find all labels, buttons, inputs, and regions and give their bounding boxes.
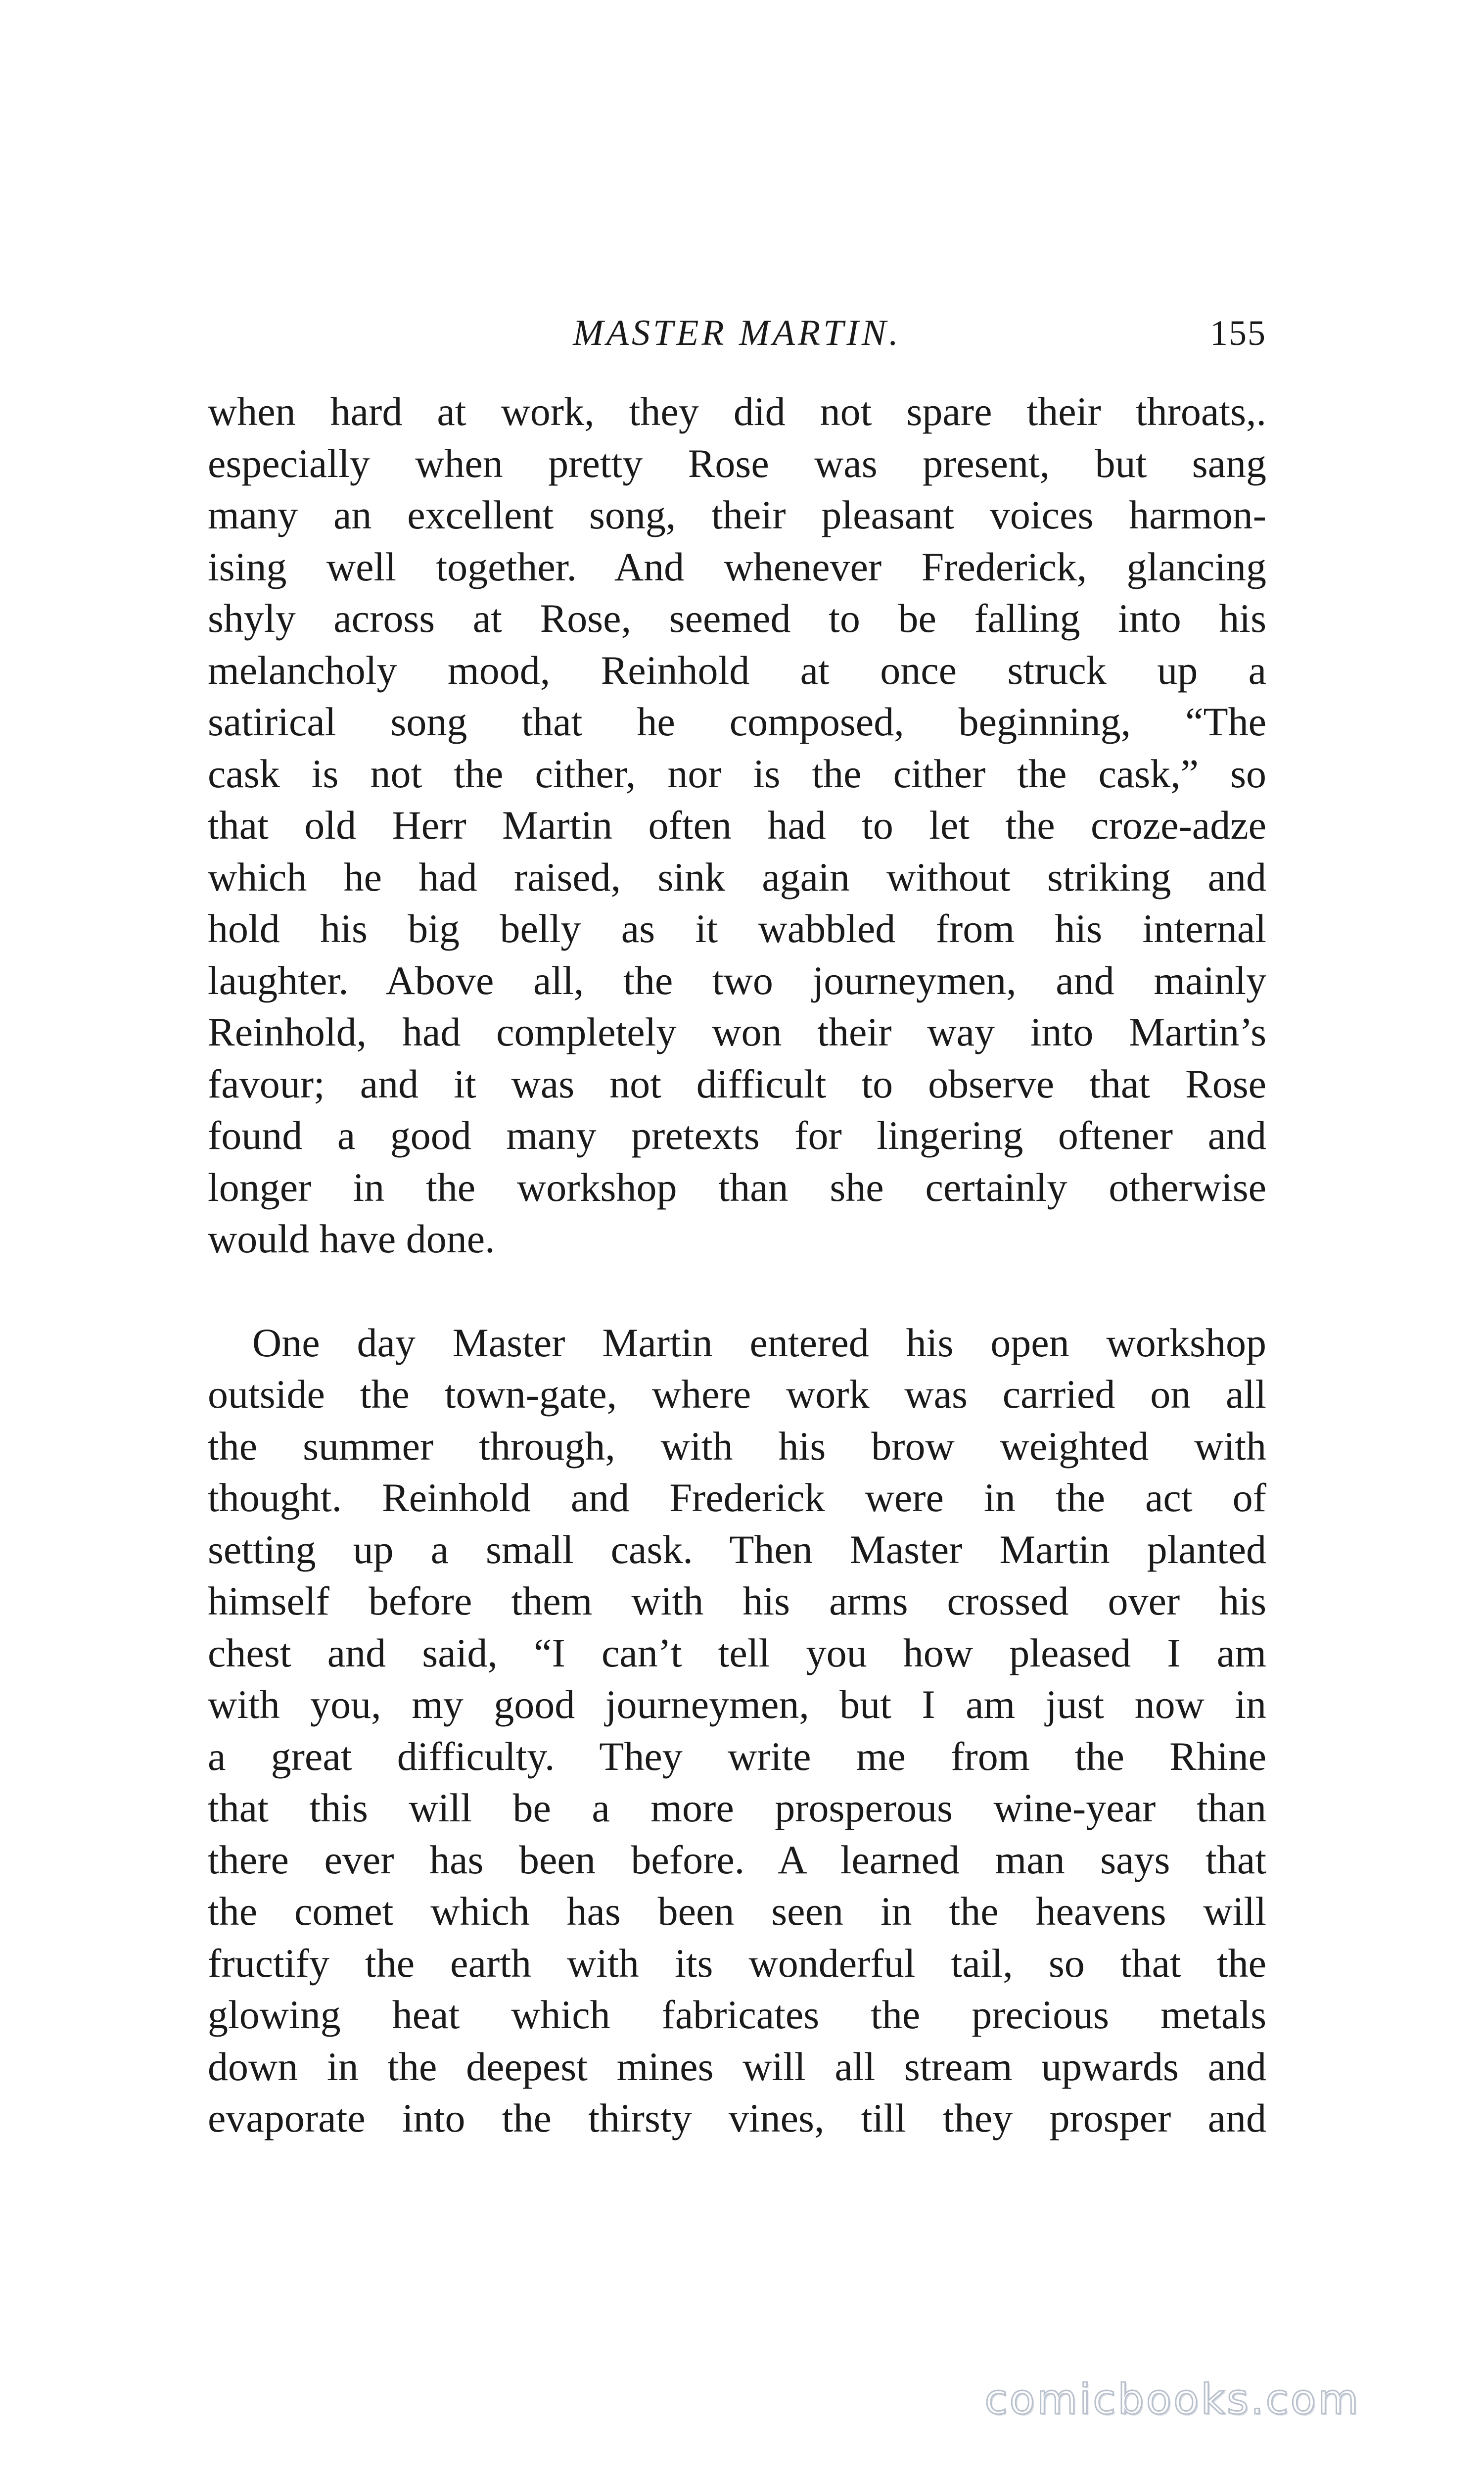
text-line: ising well together. And whenever Frederick, glancing [208, 544, 1266, 589]
text-line: with you, my good journeymen, but I am just now in [208, 1682, 1266, 1727]
text-line: that this will be a more prosperous wine-year than [208, 1785, 1266, 1830]
text-line: would have done. [208, 1216, 495, 1261]
text-line: favour; and it was not difficult to observe that Rose [208, 1061, 1266, 1106]
text-line: thought. Reinhold and Frederick were in the act of [208, 1475, 1266, 1520]
text-line: outside the town-gate, where work was carried on all [208, 1372, 1266, 1417]
text-line: Reinhold, had completely won their way into Martin’s [208, 1009, 1266, 1054]
text-line: glowing heat which fabricates the precious metals [208, 1992, 1266, 2037]
text-line: especially when pretty Rose was present, but sang [208, 440, 1266, 486]
text-line: longer in the workshop than she certainly otherwise [208, 1164, 1266, 1210]
text-line: fructify the earth with its wonderful tail, so that the [208, 1940, 1266, 1986]
text-line: which he had raised, sink again without striking and [208, 854, 1266, 900]
running-title: MASTER MARTIN. [573, 313, 901, 353]
text-line: that old Herr Martin often had to let the croze-adze [208, 803, 1266, 848]
running-head [208, 306, 1266, 360]
text-line: the summer through, with his brow weighted with [208, 1423, 1266, 1469]
text-line: chest and said, “I can’t tell you how pleased I am [208, 1630, 1266, 1675]
paragraph-gap [208, 1265, 1266, 1317]
text-line: laughter. Above all, the two journeymen, and mainly [208, 957, 1266, 1003]
text-line: many an excellent song, their pleasant voices harmon- [208, 492, 1266, 537]
text-line: evaporate into the thirsty vines, till they prosper and [208, 2095, 1266, 2141]
paragraph-1 [208, 386, 1266, 1265]
text-line: melancholy mood, Reinhold at once struck up a [208, 647, 1266, 693]
text-line: setting up a small cask. Then Master Martin planted [208, 1526, 1266, 1572]
page-number: 155 [1210, 313, 1266, 353]
paragraph-2 [208, 1317, 1266, 2144]
text-line: a great difficulty. They write me from the Rhine [208, 1733, 1266, 1779]
text-line: himself before them with his arms crossed over his [208, 1578, 1266, 1623]
text-line: hold his big belly as it wabbled from his internal [208, 906, 1266, 951]
text-line: the comet which has been seen in the heavens will [208, 1889, 1266, 1934]
text-line: shyly across at Rose, seemed to be falling into his [208, 596, 1266, 641]
text-line: cask is not the cither, nor is the cither the cask,” so [208, 751, 1266, 796]
watermark: comicbooks.com [984, 2375, 1360, 2424]
body-text [208, 386, 1266, 2144]
text-line: One day Master Martin entered his open workshop [252, 1320, 1266, 1365]
text-line: there ever has been before. A learned man says that [208, 1837, 1266, 1882]
text-line: when hard at work, they did not spare their throats,. [208, 389, 1266, 434]
text-line: down in the deepest mines will all stream upwards and [208, 2044, 1266, 2089]
text-line: satirical song that he composed, beginning, “The [208, 699, 1266, 744]
text-line: found a good many pretexts for lingering oftener and [208, 1113, 1266, 1158]
